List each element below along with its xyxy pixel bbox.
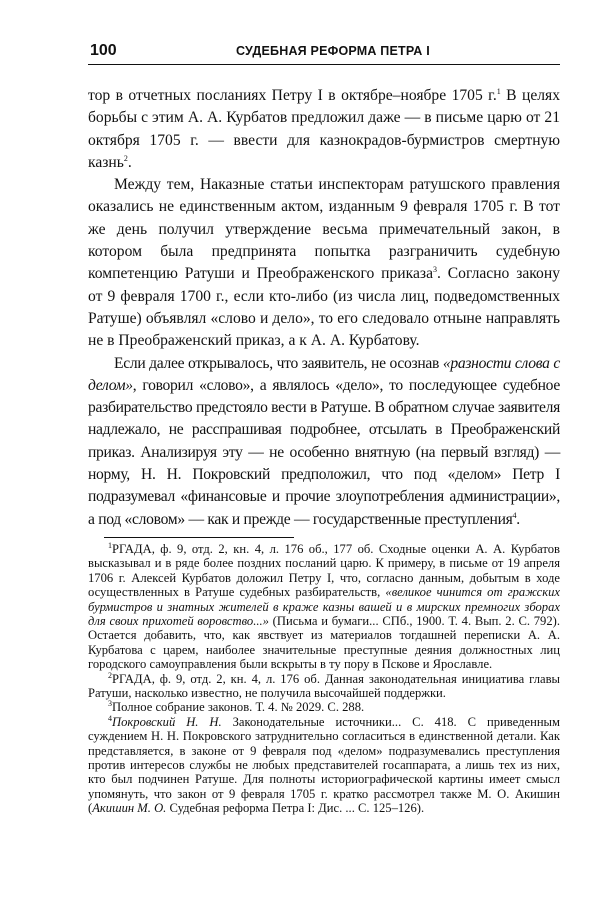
footnote-4-author: Покровский Н. Н. <box>112 714 222 729</box>
footnote-3 <box>88 700 560 714</box>
paragraph-3 <box>88 353 560 531</box>
footnote-1-text: РГАДА, ф. 9, отд. 2, кн. 4, л. 176 об., 177 об. Сходные оценки А. А. Курбатов высказывал и в ряде более поздних посланий царю. К примеру, в письме от 19 апреля 1706 г. Алексей Курбатов доложил Петру I, что, согласно данным, добытым в ходе осуществленных в Ратуше судебных разбирательств, <box>88 541 560 600</box>
footnote-2-number: 2 <box>108 670 112 680</box>
paragraph-3-text: Если далее открывалось, что заявитель, не осознав <box>114 354 443 372</box>
running-head <box>88 40 560 65</box>
paragraph-2-text: Между тем, Наказные статьи инспекторам ратушского правления оказались не единственным актом, изданным 9 февраля 1705 г. В тот же день получил утверждение весьма примечательный закон, в котором была предпринята попытка разграничить судебную компетенцию Ратуши и Преображенского приказа <box>88 176 560 283</box>
footnote-3-text: Полное собрание законов. Т. 4. № 2029. С. 288. <box>112 700 365 715</box>
paragraph-3-italic: «разности слова с делом» <box>88 354 561 394</box>
book-page <box>88 40 560 816</box>
footnote-4-number: 4 <box>108 713 112 723</box>
paragraph-1-end: . <box>127 153 132 171</box>
footnote-4-text-2: Судебная реформа Петра I: Дис. ... С. 125–126). <box>166 801 425 816</box>
footnote-4 <box>88 715 560 816</box>
footnote-ref-1: 1 <box>496 86 501 96</box>
footnote-1-quote: «великое чинится от гражских бурмистров и знатных жителей в краже казны вашей и в мирских премногих зборах для своих прихотей воровство...» <box>88 585 560 628</box>
main-text <box>88 85 560 531</box>
paragraph-1-text-2: В целях борьбы с этим А. А. Курбатов предложил даже — в письме царю от 21 октября 1705 г. — ввести для казнокрадов-бурмистров смертную казнь <box>88 87 561 171</box>
footnote-1-text-2: (Письма и бумаги... СПб., 1900. Т. 4. Вып. 2. С. 792). Остается добавить, что, как явствует из материалов тогдашней переписки А. А. Курбатова с царем, наиболее значительные преступные деяния должностных лиц городского самоуправления были вскрыты в ту пору в Пскове и Ярославле. <box>88 613 560 672</box>
running-title: СУДЕБНАЯ РЕФОРМА ПЕТРА I <box>236 44 430 58</box>
footnote-ref-3: 3 <box>433 265 437 275</box>
page-number: 100 <box>90 42 117 59</box>
paragraph-3-text-2: , говорил «слово», а являлось «дело», то последующее судебное разбирательство предстояло вести в Ратуше. В обратном случае заявителя надлежало, не расспрашивая подробнее, отсылать в Преображенский приказ. Анализируя эту — не особенно внятную (на первый взгляд) — норму, Н. Н. Покровский предположил, что под «делом» Петр I подразумевал «финансовые и прочие злоупотребления администрации», а под «словом» — как и прежде — государственные преступления <box>88 376 560 528</box>
footnote-2-text: РГАДА, ф. 9, отд. 2, кн. 4, л. 176 об. Данная законодательная инициатива главы Ратуши, насколько известно, не получила высочайшей поддержки. <box>88 671 560 700</box>
footnote-3-number: 3 <box>108 699 112 709</box>
footnote-2 <box>88 672 560 701</box>
footnote-divider <box>104 537 294 538</box>
footnote-ref-4: 4 <box>512 510 517 520</box>
footnote-1-number: 1 <box>108 540 112 550</box>
paragraph-1-text: тор в отчетных посланиях Петру I в октябре–ноябре 1705 г. <box>88 87 497 104</box>
paragraph-2 <box>88 174 560 352</box>
footnotes <box>88 542 560 816</box>
footnote-4-italic: Акишин М. О. <box>92 801 167 816</box>
paragraph-1 <box>88 85 560 174</box>
footnote-ref-2: 2 <box>123 153 128 163</box>
paragraph-3-end: . <box>516 510 520 528</box>
footnote-4-text: Законодательные источники... С. 418. С приведенным суждением Н. Н. Покровского затруднительно согласиться в единственной детали. Как представляется, в законе от 9 февраля под «делом» подразумевались преступления против интересов службы не любых представителей госаппарата, а лишь тех из них, кто был подчинен Ратуше. Для полноты историографической картины имеет смысл упомянуть, что закон от 9 февраля 1705 г. кратко рассмотрел также М. О. Акишин ( <box>88 714 560 816</box>
paragraph-2-text-2: . Согласно закону от 9 февраля 1700 г., если кто-либо (из числа лиц, подведомственных Ратуше) объявлял «слово и дело», то его следовало отныне направлять не в Преображенский приказ, а к А. А. Курбатову. <box>88 265 560 350</box>
footnote-1 <box>88 542 560 672</box>
